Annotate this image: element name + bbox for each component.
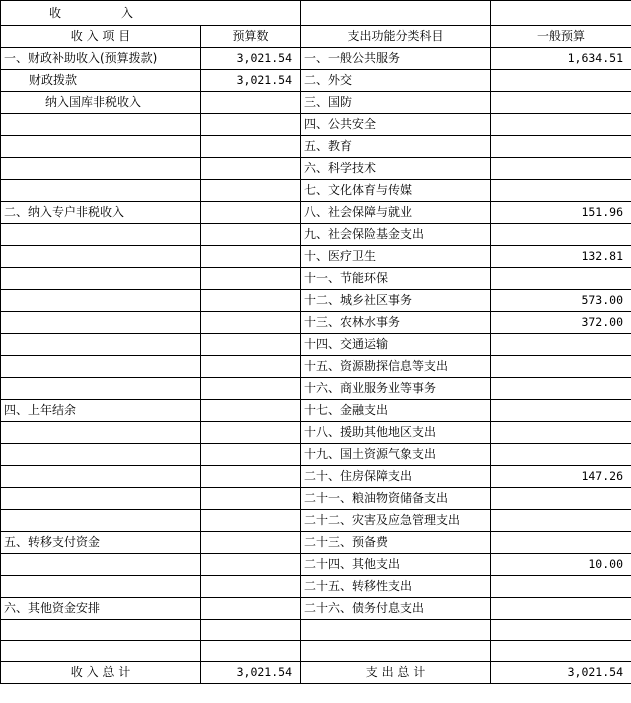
income-amount-cell [201,136,301,158]
income-amount-cell [201,224,301,246]
income-item-cell [1,378,201,400]
income-amount-cell [201,422,301,444]
expenditure-item-cell: 十六、商业服务业等事务 [301,378,491,400]
income-item-cell [1,356,201,378]
income-item-cell: 五、转移支付资金 [1,532,201,554]
expenditure-item-cell [301,620,491,641]
income-item-cell [1,641,201,662]
table-row [1,312,631,334]
income-section-header [1,1,301,26]
table-row [1,114,631,136]
table-row [1,290,631,312]
expenditure-amount-cell [491,620,631,641]
table-row [1,334,631,356]
income-amount-cell [201,532,301,554]
expenditure-item-cell: 二、外交 [301,70,491,92]
income-total-amount: 3,021.54 [201,662,301,684]
expenditure-item-cell: 十九、国土资源气象支出 [301,444,491,466]
income-amount-cell [201,202,301,224]
income-item-cell [1,620,201,641]
table-row [1,510,631,532]
income-item-cell: 四、上年结余 [1,400,201,422]
expenditure-item-cell: 六、科学技术 [301,158,491,180]
expenditure-amount-cell [491,224,631,246]
income-item-cell [1,576,201,598]
table-row [1,576,631,598]
income-total-label: 收 入 总 计 [1,662,201,684]
table-row [1,444,631,466]
income-item-cell [1,554,201,576]
expenditure-item-cell: 三、国防 [301,92,491,114]
expenditure-amount-cell: 151.96 [491,202,631,224]
income-amount-cell [201,92,301,114]
expenditure-item-cell: 二十二、灾害及应急管理支出 [301,510,491,532]
income-amount-cell [201,598,301,620]
income-amount-cell [201,444,301,466]
income-amount-cell: 3,021.54 [201,48,301,70]
expenditure-item-cell: 二十三、预备费 [301,532,491,554]
expenditure-amount-cell [491,598,631,620]
income-item-cell: 六、其他资金安排 [1,598,201,620]
expenditure-item-cell: 四、公共安全 [301,114,491,136]
income-item-cell [1,510,201,532]
income-item-cell: 财政拨款 [1,70,201,92]
income-amount-cell: 3,021.54 [201,70,301,92]
income-item-cell [1,246,201,268]
table-row [1,422,631,444]
expenditure-item-cell: 十三、农林水事务 [301,312,491,334]
income-item-cell [1,334,201,356]
income-amount-cell [201,114,301,136]
income-header-char-2: 入 [121,6,134,20]
expenditure-amount-cell: 573.00 [491,290,631,312]
income-item-cell [1,444,201,466]
expenditure-item-header: 支出功能分类科目 [301,26,491,48]
income-item-cell [1,488,201,510]
budget-amount-header: 预算数 [201,26,301,48]
table-row [1,488,631,510]
table-row [1,620,631,641]
income-amount-cell [201,246,301,268]
income-amount-cell [201,378,301,400]
expenditure-amount-cell [491,180,631,202]
table-row [1,356,631,378]
expenditure-item-cell: 十七、金融支出 [301,400,491,422]
expenditure-amount-cell [491,400,631,422]
income-amount-cell [201,312,301,334]
expenditure-item-cell: 五、教育 [301,136,491,158]
expenditure-amount-cell: 132.81 [491,246,631,268]
table-row [1,246,631,268]
expenditure-amount-cell: 372.00 [491,312,631,334]
income-item-header: 收 入 项 目 [1,26,201,48]
expenditure-amount-cell [491,488,631,510]
expenditure-amount-cell [491,378,631,400]
income-item-cell [1,466,201,488]
income-item-cell [1,114,201,136]
expenditure-item-cell: 二十六、债务付息支出 [301,598,491,620]
table-row [1,158,631,180]
income-item-cell [1,136,201,158]
table-row [1,554,631,576]
expenditure-amount-cell: 1,634.51 [491,48,631,70]
expenditure-amount-cell [491,444,631,466]
expenditure-amount-cell [491,158,631,180]
income-item-cell: 一、财政补助收入(预算拨款) [1,48,201,70]
income-item-cell: 纳入国库非税收入 [1,92,201,114]
table-row [1,70,631,92]
table-row [1,92,631,114]
table-row [1,224,631,246]
expenditure-item-cell: 七、文化体育与传媒 [301,180,491,202]
column-header-row [1,26,631,48]
expenditure-item-cell: 十五、资源勘探信息等支出 [301,356,491,378]
income-header-char-1: 收 [49,6,62,20]
income-item-cell: 二、纳入专户非税收入 [1,202,201,224]
expenditure-total-label: 支 出 总 计 [301,662,491,684]
table-row [1,641,631,662]
general-budget-header: 一般预算 [491,26,631,48]
income-item-cell [1,422,201,444]
expenditure-item-cell: 十八、援助其他地区支出 [301,422,491,444]
expenditure-section-header-amount [491,1,631,26]
income-item-cell [1,180,201,202]
expenditure-item-cell: 二十五、转移性支出 [301,576,491,598]
income-item-cell [1,158,201,180]
income-amount-cell [201,641,301,662]
totals-row [1,662,631,684]
expenditure-item-cell: 十、医疗卫生 [301,246,491,268]
income-amount-cell [201,356,301,378]
expenditure-amount-cell [491,136,631,158]
table-row [1,48,631,70]
expenditure-section-header [301,1,491,26]
table-row [1,378,631,400]
income-amount-cell [201,620,301,641]
expenditure-amount-cell [491,532,631,554]
expenditure-item-cell: 二十一、粮油物资储备支出 [301,488,491,510]
table-row [1,136,631,158]
income-amount-cell [201,554,301,576]
income-amount-cell [201,268,301,290]
income-amount-cell [201,576,301,598]
income-amount-cell [201,290,301,312]
expenditure-amount-cell [491,641,631,662]
table-row [1,202,631,224]
expenditure-total-amount: 3,021.54 [491,662,631,684]
expenditure-item-cell: 十二、城乡社区事务 [301,290,491,312]
section-header-row [1,1,631,26]
expenditure-amount-cell [491,334,631,356]
expenditure-item-cell: 一、一般公共服务 [301,48,491,70]
expenditure-item-cell: 十四、交通运输 [301,334,491,356]
expenditure-amount-cell [491,114,631,136]
expenditure-amount-cell [491,510,631,532]
expenditure-item-cell: 八、社会保障与就业 [301,202,491,224]
expenditure-item-cell: 九、社会保险基金支出 [301,224,491,246]
income-amount-cell [201,158,301,180]
expenditure-item-cell: 二十四、其他支出 [301,554,491,576]
expenditure-amount-cell [491,268,631,290]
income-item-cell [1,268,201,290]
expenditure-amount-cell: 10.00 [491,554,631,576]
expenditure-amount-cell [491,422,631,444]
income-amount-cell [201,466,301,488]
expenditure-item-cell: 十一、节能环保 [301,268,491,290]
table-row [1,466,631,488]
table-row [1,268,631,290]
table-row [1,400,631,422]
table-row [1,180,631,202]
income-amount-cell [201,334,301,356]
income-amount-cell [201,400,301,422]
expenditure-item-cell: 二十、住房保障支出 [301,466,491,488]
income-amount-cell [201,180,301,202]
income-item-cell [1,312,201,334]
income-item-cell [1,290,201,312]
income-amount-cell [201,488,301,510]
table-row [1,598,631,620]
expenditure-item-cell [301,641,491,662]
expenditure-amount-cell [491,576,631,598]
expenditure-amount-cell: 147.26 [491,466,631,488]
income-amount-cell [201,510,301,532]
table-row [1,532,631,554]
expenditure-amount-cell [491,356,631,378]
income-item-cell [1,224,201,246]
expenditure-amount-cell [491,92,631,114]
expenditure-amount-cell [491,70,631,92]
